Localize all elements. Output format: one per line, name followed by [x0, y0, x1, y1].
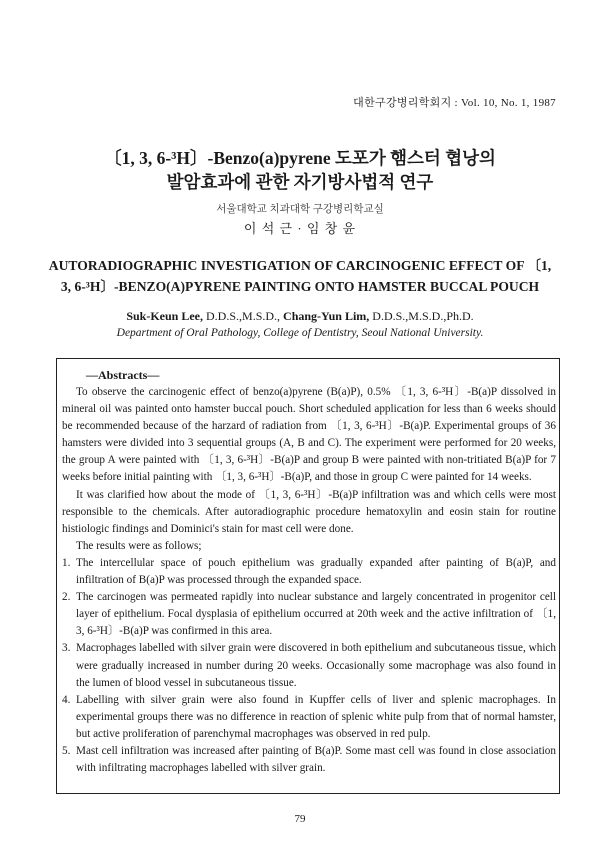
result-text: Labelling with silver grain were also found in Kupffer cells of liver and splenic macrophages. In experimental groups there was no difference in reaction of splenic white pulp from that of normal hamster, but active proliferation of parenchymal macrophages was observed in red pulp.: [76, 693, 556, 740]
result-text: The intercellular space of pouch epithelium was gradually expanded after painting of B(a)P, and infiltration of B(a)P was processed through the expanded space.: [76, 556, 556, 587]
page-number: 79: [294, 813, 306, 825]
result-item: [62, 555, 556, 589]
abstract-paragraph-1: To observe the carcinogenic effect of benzo(a)pyrene (B(a)P), 0.5% 〔1, 3, 6-³H〕-B(a)P dissolved in mineral oil was painted onto hamster buccal pouch. Short scheduled application for less than 6 weeks should be recommended because of the harzard of radiation from 〔1, 3, 6-³H〕-B(a)P. Experimental groups of 36 hamsters were divided into 3 sequential groups (A, B and C). The experiment were performed for 20 weeks, the group A were painted with 〔1, 3, 6-³H〕-B(a)P and group B were painted with non-tritiated B(a)P for 7 weeks before initial painting with 〔1, 3, 6-³H〕-B(a)P, and those in group C were painted for 14 weeks.: [62, 386, 556, 484]
result-number: 1.: [62, 556, 71, 569]
result-text: Macrophages labelled with silver grain were discovered in both epithelium and subcutaneous tissue, which were gradually increased in number during 20 weeks. Occasionally some macrophage was also found in the lumen of blood vessel in subcutaneous tissue.: [76, 642, 556, 689]
author2-degrees: D.D.S.,M.S.D.,Ph.D.: [369, 309, 474, 323]
korean-affiliation: 서울대학교 치과대학 구강병리학교실: [216, 204, 384, 215]
korean-title-line1: 〔1, 3, 6-³H〕-Benzo(a)pyrene 도포가 햄스터 협낭의: [104, 148, 496, 168]
result-text: Mast cell infiltration was increased after painting of B(a)P. Some mast cell was found in close association with infiltrating macrophages labelled with silver grain.: [76, 744, 556, 775]
english-title: [22, 255, 578, 297]
result-item: [62, 640, 556, 691]
english-title-line2: 3, 6-³H〕-BENZO(A)PYRENE PAINTING ONTO HAMSTER BUCCAL POUCH: [60, 279, 540, 294]
korean-title-line2: 발암효과에 관한 자기방사법적 연구: [166, 172, 434, 192]
result-text: The carcinogen was permeated rapidly into nuclear substance and largely concentrated in progenitor cell layer of epithelium. Focal dysplasia of epithelium occurred at 20th week and the active infiltration of 〔1, 3, 6-³H〕-B(a)P was confirmed in this area.: [76, 591, 556, 638]
korean-authors: 이 석 근 · 임 창 윤: [243, 221, 357, 236]
author2-name: Chang-Yun Lim,: [283, 309, 370, 323]
result-number: 5.: [62, 744, 71, 757]
abstract-paragraph-2: It was clarified how about the mode of 〔1, 3, 6-³H〕-B(a)P infiltration was and which cells were most responsible to the chemicals. After autoradiographic procedure hematoxylin and eosin stain for routine histiologic findings and Dominici's stain for mast cell were done.: [62, 488, 556, 535]
result-item: [62, 589, 556, 640]
result-number: 3.: [62, 642, 71, 655]
results-list: [62, 555, 556, 777]
department: Department of Oral Pathology, College of Dentistry, Seoul National University.: [116, 327, 484, 339]
journal-header: 대한구강병리학회지 : Vol. 10, No. 1, 1987: [353, 97, 556, 109]
result-number: 2.: [62, 591, 71, 604]
abstract-body: [62, 384, 556, 777]
abstract-heading: —Abstracts—: [86, 368, 160, 382]
author1-degrees: D.D.S.,M.S.D.,: [203, 309, 284, 323]
korean-title: [0, 146, 600, 194]
english-title-line1: AUTORADIOGRAPHIC INVESTIGATION OF CARCINOGENIC EFFECT OF 〔1,: [48, 258, 552, 273]
author-line: [0, 309, 600, 324]
abstract-paragraph-3: The results were as follows;: [76, 539, 202, 552]
result-item: [62, 692, 556, 743]
author1-name: Suk-Keun Lee,: [126, 309, 204, 323]
result-item: [62, 743, 556, 777]
result-number: 4.: [62, 693, 71, 706]
